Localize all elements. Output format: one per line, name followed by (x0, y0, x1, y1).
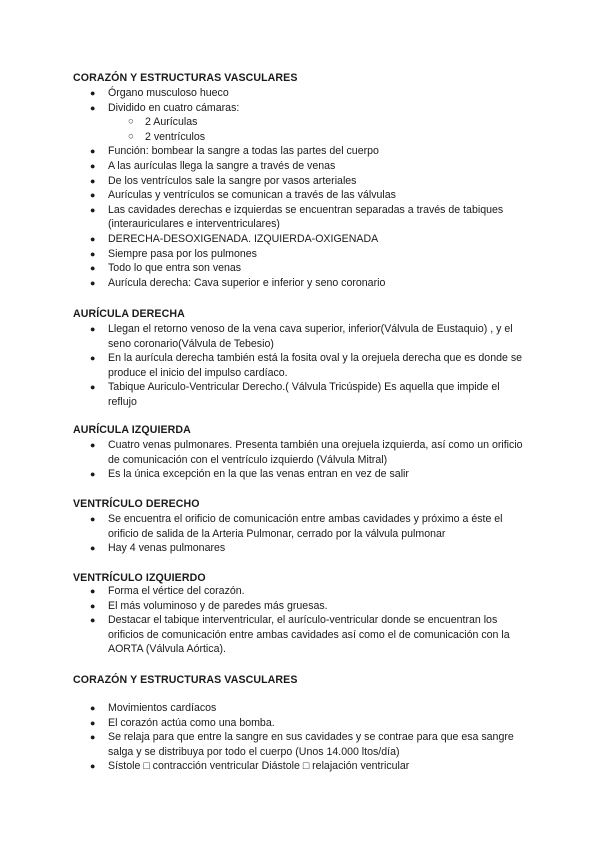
bullet-icon: ● (90, 761, 96, 772)
list-item: ● Siempre pasa por los pulmones (90, 247, 257, 260)
list-item: ● Todo lo que entra son venas (90, 262, 242, 275)
list-item: ● Hay 4 venas pulmonares (90, 542, 226, 555)
bullet-icon: ● (90, 440, 96, 450)
bullet-icon: ● (90, 615, 96, 626)
list-item: ● De los ventrículos sale la sangre por vasos arteriales (90, 174, 357, 187)
list-item: ● Se encuentra el orificio de comunicación entre ambas cavidades y próximo a éste el orificio de salida de la Arteria Pulmonar, cerrado por la válvula pulmonar (90, 513, 503, 540)
list-item: ● Las cavidades derechas e izquierdas se encuentran separadas a través de tabiques (interauriculares e interventriculares) (90, 203, 504, 231)
bullet-icon: ● (90, 102, 96, 113)
list-item: ● Destacar el tabique interventricular, el aurículo-ventricular donde se encuentran los orificios de comunicación entre ambas cavidades así como el de comunicación con la AORTA (Válvula Aórtica). (90, 614, 510, 656)
list-item: ● Aurículas y ventrículos se comunican a través de las válvulas (90, 189, 396, 202)
section-list-ventriculo-izquierdo (0, 584, 600, 657)
sub-list (108, 115, 530, 144)
section-heading-auricula-izquierda: AURÍCULA IZQUIERDA (73, 424, 191, 436)
circle-bullet-icon: ○ (128, 130, 134, 142)
list-item: ● Tabique Auriculo-Ventricular Derecho.( Válvula Tricúspide) Es aquella que impide el reflujo (90, 381, 500, 408)
bullet-icon: ● (90, 600, 96, 611)
bullet-icon: ● (90, 717, 96, 728)
bullet-icon: ● (90, 146, 96, 157)
bullet-icon: ● (90, 277, 96, 288)
bullet-icon: ● (90, 175, 96, 186)
bullet-icon: ● (90, 543, 96, 554)
section-heading-ventriculo-derecho: VENTRÍCULO DERECHO (73, 498, 200, 510)
list-item: ● Aurícula derecha: Cava superior e inferior y seno coronario (90, 276, 386, 289)
list-item: ● Cuatro venas pulmonares. Presenta también una orejuela izquierda, así como un orificio de comunicación con el ventrículo izquierdo (Válvula Mitral) (90, 439, 523, 466)
bullet-icon: ● (90, 204, 96, 215)
bullet-icon: ● (90, 382, 96, 393)
list-item: ● Órgano musculoso hueco (90, 87, 229, 99)
list-item: ● Sístole □ contracción ventricular Diástole □ relajación ventricular (90, 760, 410, 773)
list-item: ● Llegan el retorno venoso de la vena cava superior, inferior(Válvula de Eustaquio) , y el seno coronario(Válvula de Tebesio) (90, 323, 513, 350)
list-item: ● Dividido en cuatro cámaras: ○ 2 Aurículas ○ 2 ventrículos (0, 101, 600, 145)
bullet-icon: ● (90, 586, 96, 596)
list-item: ● Es la única excepción en la que las venas entran en vez de salir (90, 468, 409, 481)
section-list-corazon (0, 86, 600, 290)
list-item: ● En la aurícula derecha también está la fosita oval y la orejuela derecha que es donde se produce el inicio del impulso cardíaco. (90, 352, 523, 379)
bullet-icon: ● (90, 514, 96, 524)
bullet-icon: ● (90, 732, 96, 743)
bullet-icon: ● (90, 233, 96, 244)
bullet-icon: ● (90, 248, 96, 259)
section-list-ventriculo-derecho (0, 512, 600, 556)
bullet-icon: ● (90, 160, 96, 171)
sub-list-item: ○ 2 Aurículas (128, 116, 198, 129)
circle-bullet-icon: ○ (128, 116, 134, 128)
section-heading-ventriculo-izquierdo: VENTRÍCULO IZQUIERDO (73, 572, 206, 584)
list-item: ● Forma el vértice del corazón. (90, 585, 245, 597)
bullet-icon: ● (90, 88, 96, 98)
bullet-icon: ● (90, 353, 96, 364)
bullet-icon: ● (90, 263, 96, 274)
list-item: ● Se relaja para que entre la sangre en sus cavidades y se contrae para que esa sangre salga y se distribuya por todo el cuerpo (Unos 14.000 ltos/día) (90, 731, 514, 758)
bullet-icon: ● (90, 469, 96, 480)
section-list-auricula-derecha (0, 322, 600, 410)
list-item: ● El corazón actúa como una bomba. (90, 716, 275, 729)
sub-list-item: ○ 2 ventrículos (128, 130, 206, 143)
section-list-auricula-izquierda (0, 438, 600, 482)
bullet-icon: ● (90, 324, 96, 334)
list-item: ● A las aurículas llega la sangre a través de venas (90, 159, 336, 172)
list-item: ● Movimientos cardíacos (90, 702, 217, 714)
section-heading-auricula-derecha: AURÍCULA DERECHA (73, 308, 185, 320)
list-item: ● DERECHA-DESOXIGENADA. IZQUIERDA-OXIGENADA (90, 232, 379, 245)
list-item: ● El más voluminoso y de paredes más gruesas. (90, 599, 328, 612)
bullet-icon: ● (90, 703, 96, 713)
bullet-icon: ● (90, 190, 96, 201)
section-heading-corazon-2: CORAZÓN Y ESTRUCTURAS VASCULARES (73, 674, 298, 686)
section-list-corazon-2 (0, 701, 600, 774)
section-heading-corazon: CORAZÓN Y ESTRUCTURAS VASCULARES (73, 72, 298, 84)
list-item: ● Función: bombear la sangre a todas las partes del cuerpo (90, 145, 379, 158)
